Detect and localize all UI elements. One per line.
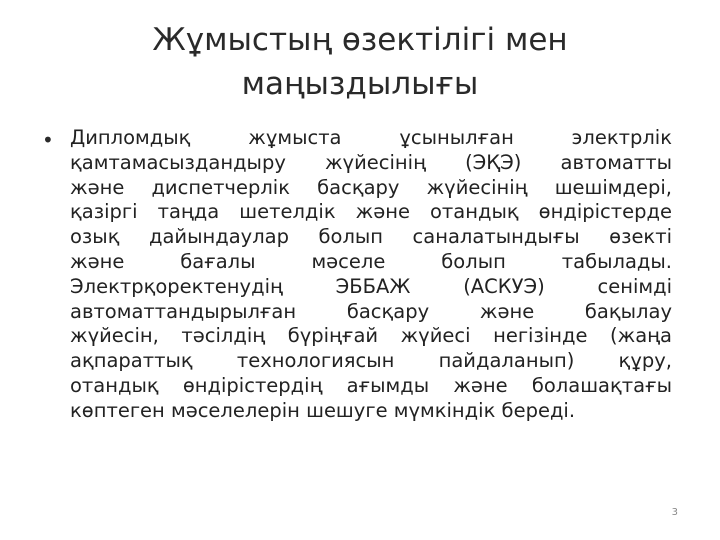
bullet-line: отандық өндірістердің ағымды және болашақтағы <box>70 373 672 397</box>
bullet-line: Электрқоректенудің ЭББАЖ (АСКУЭ) сенімді <box>70 274 672 298</box>
slide-title-line-1: Жұмыстың өзектілігі мен <box>152 22 568 58</box>
bullet-line: қамтамасыздандыру жүйесінің (ЭҚЭ) автоматты <box>70 150 672 174</box>
bullet-line: көптеген мәселелерін шешуге мүмкіндік береді. <box>70 398 576 422</box>
bullet-line: Дипломдық жұмыста ұсынылған электрлік <box>70 126 672 149</box>
bullet-line: озық дайындаулар болып саналатындығы өзекті <box>70 225 672 249</box>
bullet-text <box>70 126 672 424</box>
bullet-line: жүйесін, тәсілдің бүріңғай жүйесі негізінде (жаңа <box>70 324 672 348</box>
bullet-line: ақпараттық технологиясын пайдаланып) құру, <box>70 349 672 373</box>
page-number: 3 <box>671 507 678 518</box>
bullet-line: және бағалы мәселе болып табылады. <box>70 249 672 273</box>
slide-title <box>100 18 620 106</box>
slide-title-line-2: маңыздылығы <box>241 66 479 102</box>
bullet-line: қазіргі таңда шетелдік және отандық өндірістерде <box>70 200 672 224</box>
bullet-line: автоматтандырылған басқару және бақылау <box>70 299 672 323</box>
slide-body <box>40 126 672 424</box>
bullet-icon: • <box>42 128 54 152</box>
bullet-item <box>40 126 672 424</box>
bullet-line: және диспетчерлік басқару жүйесінің шешімдері, <box>70 175 672 199</box>
